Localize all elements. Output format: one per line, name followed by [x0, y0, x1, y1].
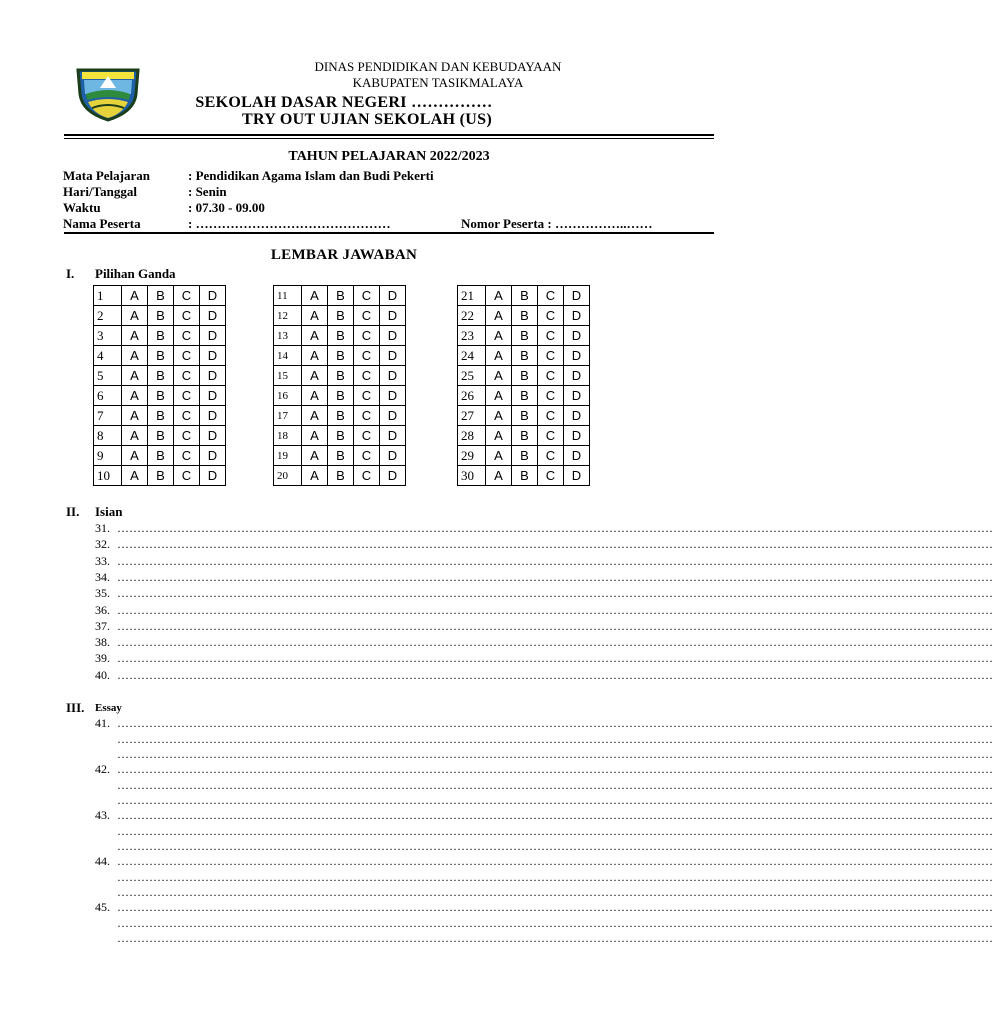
option-c[interactable]: C — [174, 446, 200, 466]
answer-dots: ………………………………………………………………………………………………………………………………………………………………………………………………… — [117, 808, 993, 822]
option-d[interactable]: D — [564, 346, 590, 366]
essay-continuation-line[interactable]: ………………………………………………………………………………………………………………………………………………………………………………………………… — [117, 839, 993, 853]
question-number: 28 — [458, 426, 486, 446]
option-d[interactable]: D — [564, 366, 590, 386]
essay-line[interactable] — [95, 808, 993, 823]
answer-dots: ………………………………………………………………………………………………………………………………………………………………………………………………… — [117, 635, 993, 650]
sheet-title: LEMBAR JAWABAN — [270, 247, 418, 263]
option-c[interactable]: C — [174, 386, 200, 406]
header-divider — [64, 134, 714, 136]
option-a[interactable]: A — [302, 326, 328, 346]
option-b[interactable]: B — [328, 306, 354, 326]
essay-continuation-line[interactable]: ………………………………………………………………………………………………………………………………………………………………………………………………… — [117, 793, 993, 807]
isian-number: 33. — [95, 553, 110, 568]
section-3-roman: III. — [66, 700, 85, 715]
option-d[interactable]: D — [564, 466, 590, 486]
option-d[interactable]: D — [200, 306, 226, 326]
answer-row — [458, 466, 590, 486]
isian-line[interactable] — [95, 618, 993, 634]
option-c[interactable]: C — [354, 386, 380, 406]
option-d[interactable]: D — [200, 386, 226, 406]
option-a[interactable]: A — [486, 286, 512, 306]
question-number: 2 — [94, 306, 122, 326]
option-d[interactable]: D — [200, 366, 226, 386]
answer-row — [458, 306, 590, 326]
question-number: 6 — [94, 386, 122, 406]
section-2-title: Isian — [95, 504, 123, 519]
section-3-title: Essay — [95, 702, 122, 714]
option-c[interactable]: C — [174, 406, 200, 426]
answer-row — [94, 466, 226, 486]
academic-year: TAHUN PELAJARAN 2022/2023 — [288, 149, 490, 164]
option-d[interactable]: D — [380, 466, 406, 486]
option-d[interactable]: D — [200, 406, 226, 426]
option-a[interactable]: A — [486, 406, 512, 426]
question-number: 5 — [94, 366, 122, 386]
answer-row — [94, 406, 226, 426]
option-a[interactable]: A — [122, 406, 148, 426]
name-label: Nama Peserta — [63, 216, 141, 231]
section-1-title: Pilihan Ganda — [95, 266, 176, 281]
isian-number: 32. — [95, 537, 110, 552]
option-b[interactable]: B — [148, 366, 174, 386]
option-b[interactable]: B — [328, 426, 354, 446]
answer-dots: ………………………………………………………………………………………………………………………………………………………………………………………………… — [117, 521, 993, 535]
option-c[interactable]: C — [354, 286, 380, 306]
option-b[interactable]: B — [512, 446, 538, 466]
essay-continuation-line[interactable]: ………………………………………………………………………………………………………………………………………………………………………………………………… — [117, 731, 993, 746]
essay-continuation-line[interactable]: ………………………………………………………………………………………………………………………………………………………………………………………………… — [117, 823, 993, 838]
option-c[interactable]: C — [538, 326, 564, 346]
isian-line[interactable] — [95, 569, 993, 585]
isian-number: 36. — [95, 602, 110, 617]
answer-dots: ………………………………………………………………………………………………………………………………………………………………………………………………… — [117, 667, 993, 682]
option-c[interactable]: C — [174, 306, 200, 326]
question-number: 12 — [274, 306, 302, 326]
option-b[interactable]: B — [148, 386, 174, 406]
time-value: : 07.30 - 09.00 — [188, 200, 265, 215]
option-d[interactable]: D — [564, 306, 590, 326]
isian-line[interactable] — [95, 521, 993, 536]
option-c[interactable]: C — [174, 286, 200, 306]
option-d[interactable]: D — [564, 426, 590, 446]
essay-continuation-line[interactable]: ………………………………………………………………………………………………………………………………………………………………………………………………… — [117, 931, 993, 945]
option-c[interactable]: C — [354, 466, 380, 486]
option-c[interactable]: C — [354, 326, 380, 346]
option-b[interactable]: B — [512, 346, 538, 366]
answer-row — [94, 286, 226, 306]
isian-number: 39. — [95, 651, 110, 666]
option-d[interactable]: D — [200, 286, 226, 306]
answer-dots: ………………………………………………………………………………………………………………………………………………………………………………………………… — [117, 900, 993, 914]
essay-line[interactable] — [95, 854, 993, 869]
question-number: 7 — [94, 406, 122, 426]
answer-row — [274, 366, 406, 386]
option-a[interactable]: A — [302, 366, 328, 386]
option-d[interactable]: D — [200, 326, 226, 346]
option-d[interactable]: D — [380, 366, 406, 386]
option-c[interactable]: C — [354, 366, 380, 386]
option-d[interactable]: D — [380, 286, 406, 306]
option-b[interactable]: B — [512, 286, 538, 306]
option-b[interactable]: B — [512, 386, 538, 406]
option-c[interactable]: C — [174, 366, 200, 386]
answer-table-3 — [457, 285, 590, 486]
option-a[interactable]: A — [486, 386, 512, 406]
answer-row — [458, 406, 590, 426]
option-a[interactable]: A — [486, 466, 512, 486]
answer-dots: ………………………………………………………………………………………………………………………………………………………………………………………………… — [117, 618, 993, 633]
answer-row — [274, 446, 406, 466]
option-b[interactable]: B — [328, 466, 354, 486]
option-d[interactable]: D — [564, 406, 590, 426]
question-number: 19 — [274, 446, 302, 466]
question-number: 11 — [274, 286, 302, 306]
option-b[interactable]: B — [512, 306, 538, 326]
option-b[interactable]: B — [512, 466, 538, 486]
isian-line[interactable] — [95, 602, 993, 618]
essay-continuation-line[interactable]: ………………………………………………………………………………………………………………………………………………………………………………………………… — [117, 915, 993, 930]
essay-continuation-line[interactable]: ………………………………………………………………………………………………………………………………………………………………………………………………… — [117, 885, 993, 899]
option-d[interactable]: D — [380, 326, 406, 346]
essay-number: 43. — [95, 808, 110, 822]
option-d[interactable]: D — [200, 466, 226, 486]
answer-row — [274, 466, 406, 486]
option-b[interactable]: B — [328, 386, 354, 406]
option-b[interactable]: B — [328, 446, 354, 466]
isian-number: 35. — [95, 586, 110, 601]
section-2-roman: II. — [66, 504, 80, 519]
header-regency: KABUPATEN TASIKMALAYA — [352, 75, 524, 90]
option-d[interactable]: D — [380, 306, 406, 326]
option-b[interactable]: B — [148, 426, 174, 446]
option-b[interactable]: B — [148, 326, 174, 346]
essay-number: 45. — [95, 900, 110, 914]
isian-line[interactable] — [95, 537, 993, 552]
option-a[interactable]: A — [486, 326, 512, 346]
question-number: 16 — [274, 386, 302, 406]
option-c[interactable]: C — [354, 306, 380, 326]
option-c[interactable]: C — [174, 326, 200, 346]
option-b[interactable]: B — [512, 426, 538, 446]
question-number: 18 — [274, 426, 302, 446]
option-c[interactable]: C — [174, 346, 200, 366]
answer-row — [94, 306, 226, 326]
option-b[interactable]: B — [328, 406, 354, 426]
answer-dots: ………………………………………………………………………………………………………………………………………………………………………………………………… — [117, 569, 993, 584]
option-d[interactable]: D — [564, 446, 590, 466]
option-b[interactable]: B — [148, 346, 174, 366]
option-b[interactable]: B — [328, 366, 354, 386]
option-a[interactable]: A — [302, 386, 328, 406]
option-a[interactable]: A — [302, 446, 328, 466]
essay-line[interactable] — [95, 762, 993, 777]
answer-row — [274, 286, 406, 306]
question-number: 3 — [94, 326, 122, 346]
option-a[interactable]: A — [302, 406, 328, 426]
option-a[interactable]: A — [122, 366, 148, 386]
option-c[interactable]: C — [538, 346, 564, 366]
option-d[interactable]: D — [380, 446, 406, 466]
subject-value: : Pendidikan Agama Islam dan Budi Pekerti — [188, 168, 434, 183]
isian-number: 40. — [95, 667, 110, 682]
question-number: 21 — [458, 286, 486, 306]
option-a[interactable]: A — [302, 346, 328, 366]
question-number: 4 — [94, 346, 122, 366]
day-value: : Senin — [188, 184, 227, 199]
answer-dots: ………………………………………………………………………………………………………………………………………………………………………………………………… — [117, 854, 993, 868]
isian-line[interactable] — [95, 651, 993, 666]
essay-continuation-line[interactable]: ………………………………………………………………………………………………………………………………………………………………………………………………… — [117, 747, 993, 761]
answer-row — [274, 406, 406, 426]
answer-row — [458, 326, 590, 346]
question-number: 13 — [274, 326, 302, 346]
option-a[interactable]: A — [302, 466, 328, 486]
isian-line[interactable] — [95, 667, 993, 683]
option-d[interactable]: D — [564, 326, 590, 346]
answer-row — [458, 346, 590, 366]
answer-dots: ………………………………………………………………………………………………………………………………………………………………………………………………… — [117, 553, 993, 568]
option-d[interactable]: D — [380, 346, 406, 366]
answer-row — [94, 326, 226, 346]
option-b[interactable]: B — [148, 446, 174, 466]
answer-row — [94, 346, 226, 366]
isian-line[interactable] — [95, 586, 993, 601]
answer-dots: ………………………………………………………………………………………………………………………………………………………………………………………………… — [117, 586, 993, 601]
day-label: Hari/Tanggal — [63, 184, 137, 199]
question-number: 17 — [274, 406, 302, 426]
answer-row — [458, 286, 590, 306]
subject-label: Mata Pelajaran — [63, 168, 151, 183]
option-c[interactable]: C — [538, 446, 564, 466]
option-d[interactable]: D — [200, 426, 226, 446]
option-d[interactable]: D — [200, 446, 226, 466]
option-b[interactable]: B — [148, 306, 174, 326]
header-school: SEKOLAH DASAR NEGERI …………… — [195, 94, 493, 111]
essay-continuation-line[interactable]: ………………………………………………………………………………………………………………………………………………………………………………………………… — [117, 777, 993, 792]
option-a[interactable]: A — [486, 426, 512, 446]
option-c[interactable]: C — [538, 426, 564, 446]
question-number: 29 — [458, 446, 486, 466]
question-number: 23 — [458, 326, 486, 346]
answer-row — [274, 306, 406, 326]
option-a[interactable]: A — [486, 346, 512, 366]
answer-dots: ………………………………………………………………………………………………………………………………………………………………………………………………… — [117, 762, 993, 776]
option-a[interactable]: A — [486, 366, 512, 386]
option-c[interactable]: C — [354, 346, 380, 366]
option-c[interactable]: C — [174, 466, 200, 486]
isian-number: 31. — [95, 521, 110, 535]
option-b[interactable]: B — [148, 466, 174, 486]
answer-row — [274, 386, 406, 406]
question-number: 27 — [458, 406, 486, 426]
answer-row — [94, 386, 226, 406]
option-c[interactable]: C — [538, 366, 564, 386]
option-a[interactable]: A — [122, 426, 148, 446]
option-c[interactable]: C — [354, 406, 380, 426]
question-number: 1 — [94, 286, 122, 306]
header-agency: DINAS PENDIDIKAN DAN KEBUDAYAAN — [314, 59, 562, 74]
option-a[interactable]: A — [302, 306, 328, 326]
question-number: 15 — [274, 366, 302, 386]
option-b[interactable]: B — [328, 286, 354, 306]
option-c[interactable]: C — [354, 426, 380, 446]
answer-table-2 — [273, 285, 406, 486]
answer-row — [274, 326, 406, 346]
info-divider — [64, 232, 714, 234]
answer-dots: ………………………………………………………………………………………………………………………………………………………………………………………………… — [117, 716, 993, 730]
header-divider-thin — [64, 138, 714, 139]
question-number: 26 — [458, 386, 486, 406]
question-number: 8 — [94, 426, 122, 446]
option-a[interactable]: A — [122, 326, 148, 346]
answer-dots: ………………………………………………………………………………………………………………………………………………………………………………………………… — [117, 651, 993, 666]
option-a[interactable]: A — [122, 346, 148, 366]
answer-row — [274, 346, 406, 366]
option-b[interactable]: B — [512, 326, 538, 346]
option-d[interactable]: D — [380, 406, 406, 426]
option-b[interactable]: B — [148, 406, 174, 426]
answer-row — [458, 426, 590, 446]
question-number: 10 — [94, 466, 122, 486]
option-c[interactable]: C — [538, 466, 564, 486]
isian-number: 37. — [95, 618, 110, 633]
answer-row — [94, 426, 226, 446]
question-number: 24 — [458, 346, 486, 366]
name-value: : ……………………………………… — [188, 216, 391, 231]
option-a[interactable]: A — [122, 446, 148, 466]
option-d[interactable]: D — [564, 386, 590, 406]
option-a[interactable]: A — [122, 386, 148, 406]
option-a[interactable]: A — [302, 286, 328, 306]
answer-row — [274, 426, 406, 446]
isian-line[interactable] — [95, 635, 993, 650]
option-c[interactable]: C — [538, 286, 564, 306]
essay-line[interactable] — [95, 900, 993, 915]
answer-dots: ………………………………………………………………………………………………………………………………………………………………………………………………… — [117, 602, 993, 617]
answer-row — [94, 366, 226, 386]
option-d[interactable]: D — [200, 346, 226, 366]
option-d[interactable]: D — [380, 426, 406, 446]
option-c[interactable]: C — [538, 306, 564, 326]
question-number: 9 — [94, 446, 122, 466]
question-number: 20 — [274, 466, 302, 486]
essay-continuation-line[interactable]: ………………………………………………………………………………………………………………………………………………………………………………………………… — [117, 869, 993, 884]
option-a[interactable]: A — [122, 306, 148, 326]
isian-line[interactable] — [95, 553, 993, 569]
option-c[interactable]: C — [538, 386, 564, 406]
option-c[interactable]: C — [174, 426, 200, 446]
option-b[interactable]: B — [328, 346, 354, 366]
time-label: Waktu — [63, 200, 101, 215]
option-d[interactable]: D — [564, 286, 590, 306]
isian-number: 34. — [95, 569, 110, 584]
answer-row — [94, 446, 226, 466]
option-a[interactable]: A — [122, 286, 148, 306]
question-number: 14 — [274, 346, 302, 366]
essay-line[interactable] — [95, 716, 993, 731]
essay-number: 44. — [95, 854, 110, 868]
option-a[interactable]: A — [122, 466, 148, 486]
answer-dots: ………………………………………………………………………………………………………………………………………………………………………………………………… — [117, 537, 993, 552]
answer-row — [458, 386, 590, 406]
question-number: 30 — [458, 466, 486, 486]
section-1-roman: I. — [66, 266, 75, 281]
option-b[interactable]: B — [512, 406, 538, 426]
option-b[interactable]: B — [148, 286, 174, 306]
isian-number: 38. — [95, 635, 110, 650]
option-a[interactable]: A — [302, 426, 328, 446]
question-number: 25 — [458, 366, 486, 386]
option-d[interactable]: D — [380, 386, 406, 406]
option-c[interactable]: C — [538, 406, 564, 426]
option-b[interactable]: B — [512, 366, 538, 386]
header-exam: TRY OUT UJIAN SEKOLAH (US) — [242, 111, 492, 128]
answer-row — [458, 446, 590, 466]
question-number: 22 — [458, 306, 486, 326]
option-a[interactable]: A — [486, 446, 512, 466]
option-b[interactable]: B — [328, 326, 354, 346]
essay-number: 41. — [95, 716, 110, 730]
answer-row — [458, 366, 590, 386]
option-a[interactable]: A — [486, 306, 512, 326]
participant-number: Nomor Peserta : ……………..…… — [461, 216, 653, 231]
option-c[interactable]: C — [354, 446, 380, 466]
essay-number: 42. — [95, 762, 110, 776]
answer-table-1 — [93, 285, 226, 486]
